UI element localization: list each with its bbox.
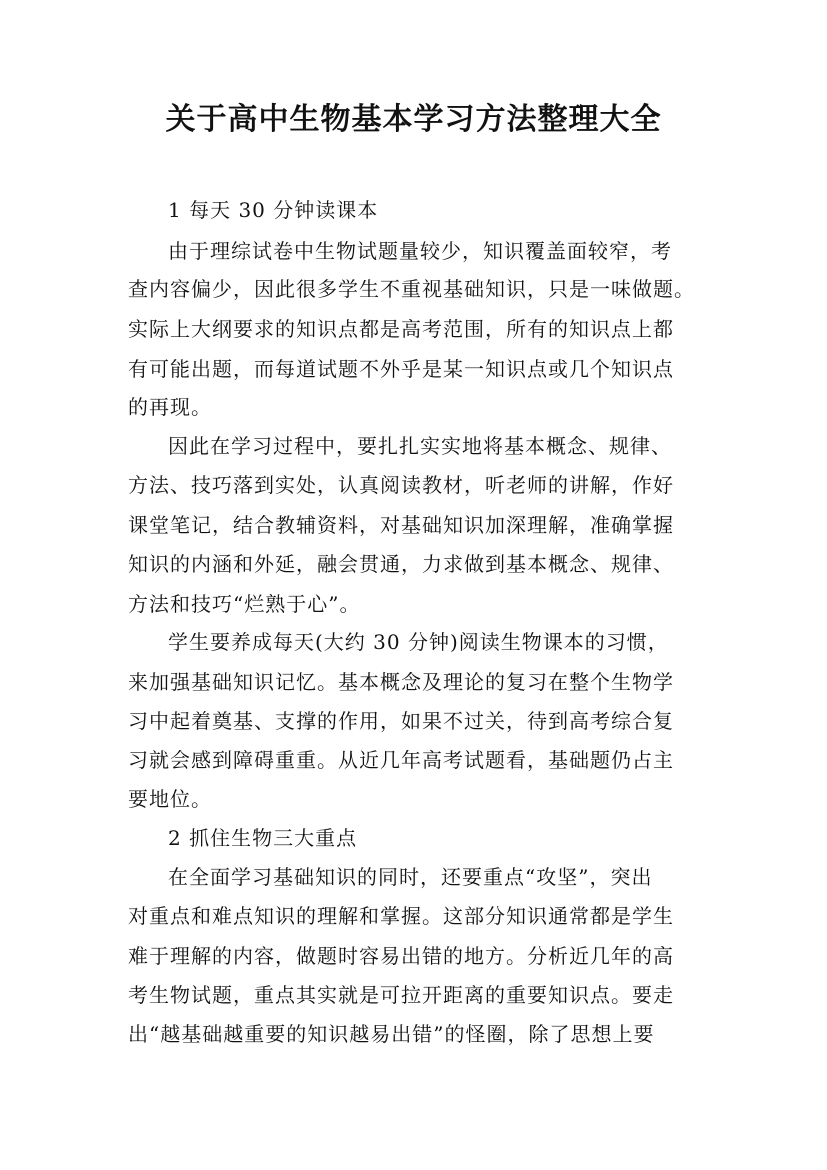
paragraph-line: 实际上大纲要求的知识点都是高考范围，所有的知识点上都 xyxy=(128,317,674,341)
paragraph-line: 出“越基础越重要的知识越易出错”的怪圈，除了思想上要 xyxy=(128,1022,655,1046)
paragraph-line: 知识的内涵和外延，融会贯通，力求做到基本概念、规律、 xyxy=(128,552,674,576)
paragraph-line: 方法、技巧落到实处，认真阅读教材，听老师的讲解，作好 xyxy=(128,473,674,497)
paragraph-line: 由于理综试卷中生物试题量较少，知识覆盖面较窄，考 xyxy=(168,239,672,263)
document-title: 关于高中生物基本学习方法整理大全 xyxy=(165,102,662,137)
paragraph-line: 要地位。 xyxy=(128,787,212,811)
paragraph-line: 习中起着奠基、支撑的作用，如果不过关，待到高考综合复 xyxy=(128,709,674,733)
paragraph-line: 难于理解的内容，做题时容易出错的地方。分析近几年的高 xyxy=(128,944,674,968)
paragraph-line: 因此在学习过程中，要扎扎实实地将基本概念、规律、 xyxy=(168,434,672,458)
paragraph-line: 对重点和难点知识的理解和掌握。这部分知识通常都是学生 xyxy=(128,904,674,928)
paragraph-line: 在全面学习基础知识的同时，还要重点“攻坚”，突出 xyxy=(168,865,653,889)
section-heading-2: 2 抓住生物三大重点 xyxy=(168,826,358,850)
paragraph-line: 习就会感到障碍重重。从近几年高考试题看，基础题仍占主 xyxy=(128,748,674,772)
paragraph-line: 课堂笔记，结合教辅资料，对基础知识加深理解，准确掌握 xyxy=(128,513,674,537)
paragraph-line: 查内容偏少，因此很多学生不重视基础知识，只是一味做题。 xyxy=(128,277,695,301)
paragraph-line: 的再现。 xyxy=(128,395,212,419)
paragraph-line: 来加强基础知识记忆。基本概念及理论的复习在整个生物学 xyxy=(128,670,674,694)
paragraph-line: 方法和技巧“烂熟于心”。 xyxy=(128,592,361,616)
section-heading-1: 1 每天 30 分钟读课本 xyxy=(168,198,379,222)
paragraph-line: 学生要养成每天(大约 30 分钟)阅读生物课本的习惯， xyxy=(168,630,669,654)
paragraph-line: 有可能出题，而每道试题不外乎是某一知识点或几个知识点 xyxy=(128,357,674,381)
paragraph-line: 考生物试题，重点其实就是可拉开距离的重要知识点。要走 xyxy=(128,983,674,1007)
